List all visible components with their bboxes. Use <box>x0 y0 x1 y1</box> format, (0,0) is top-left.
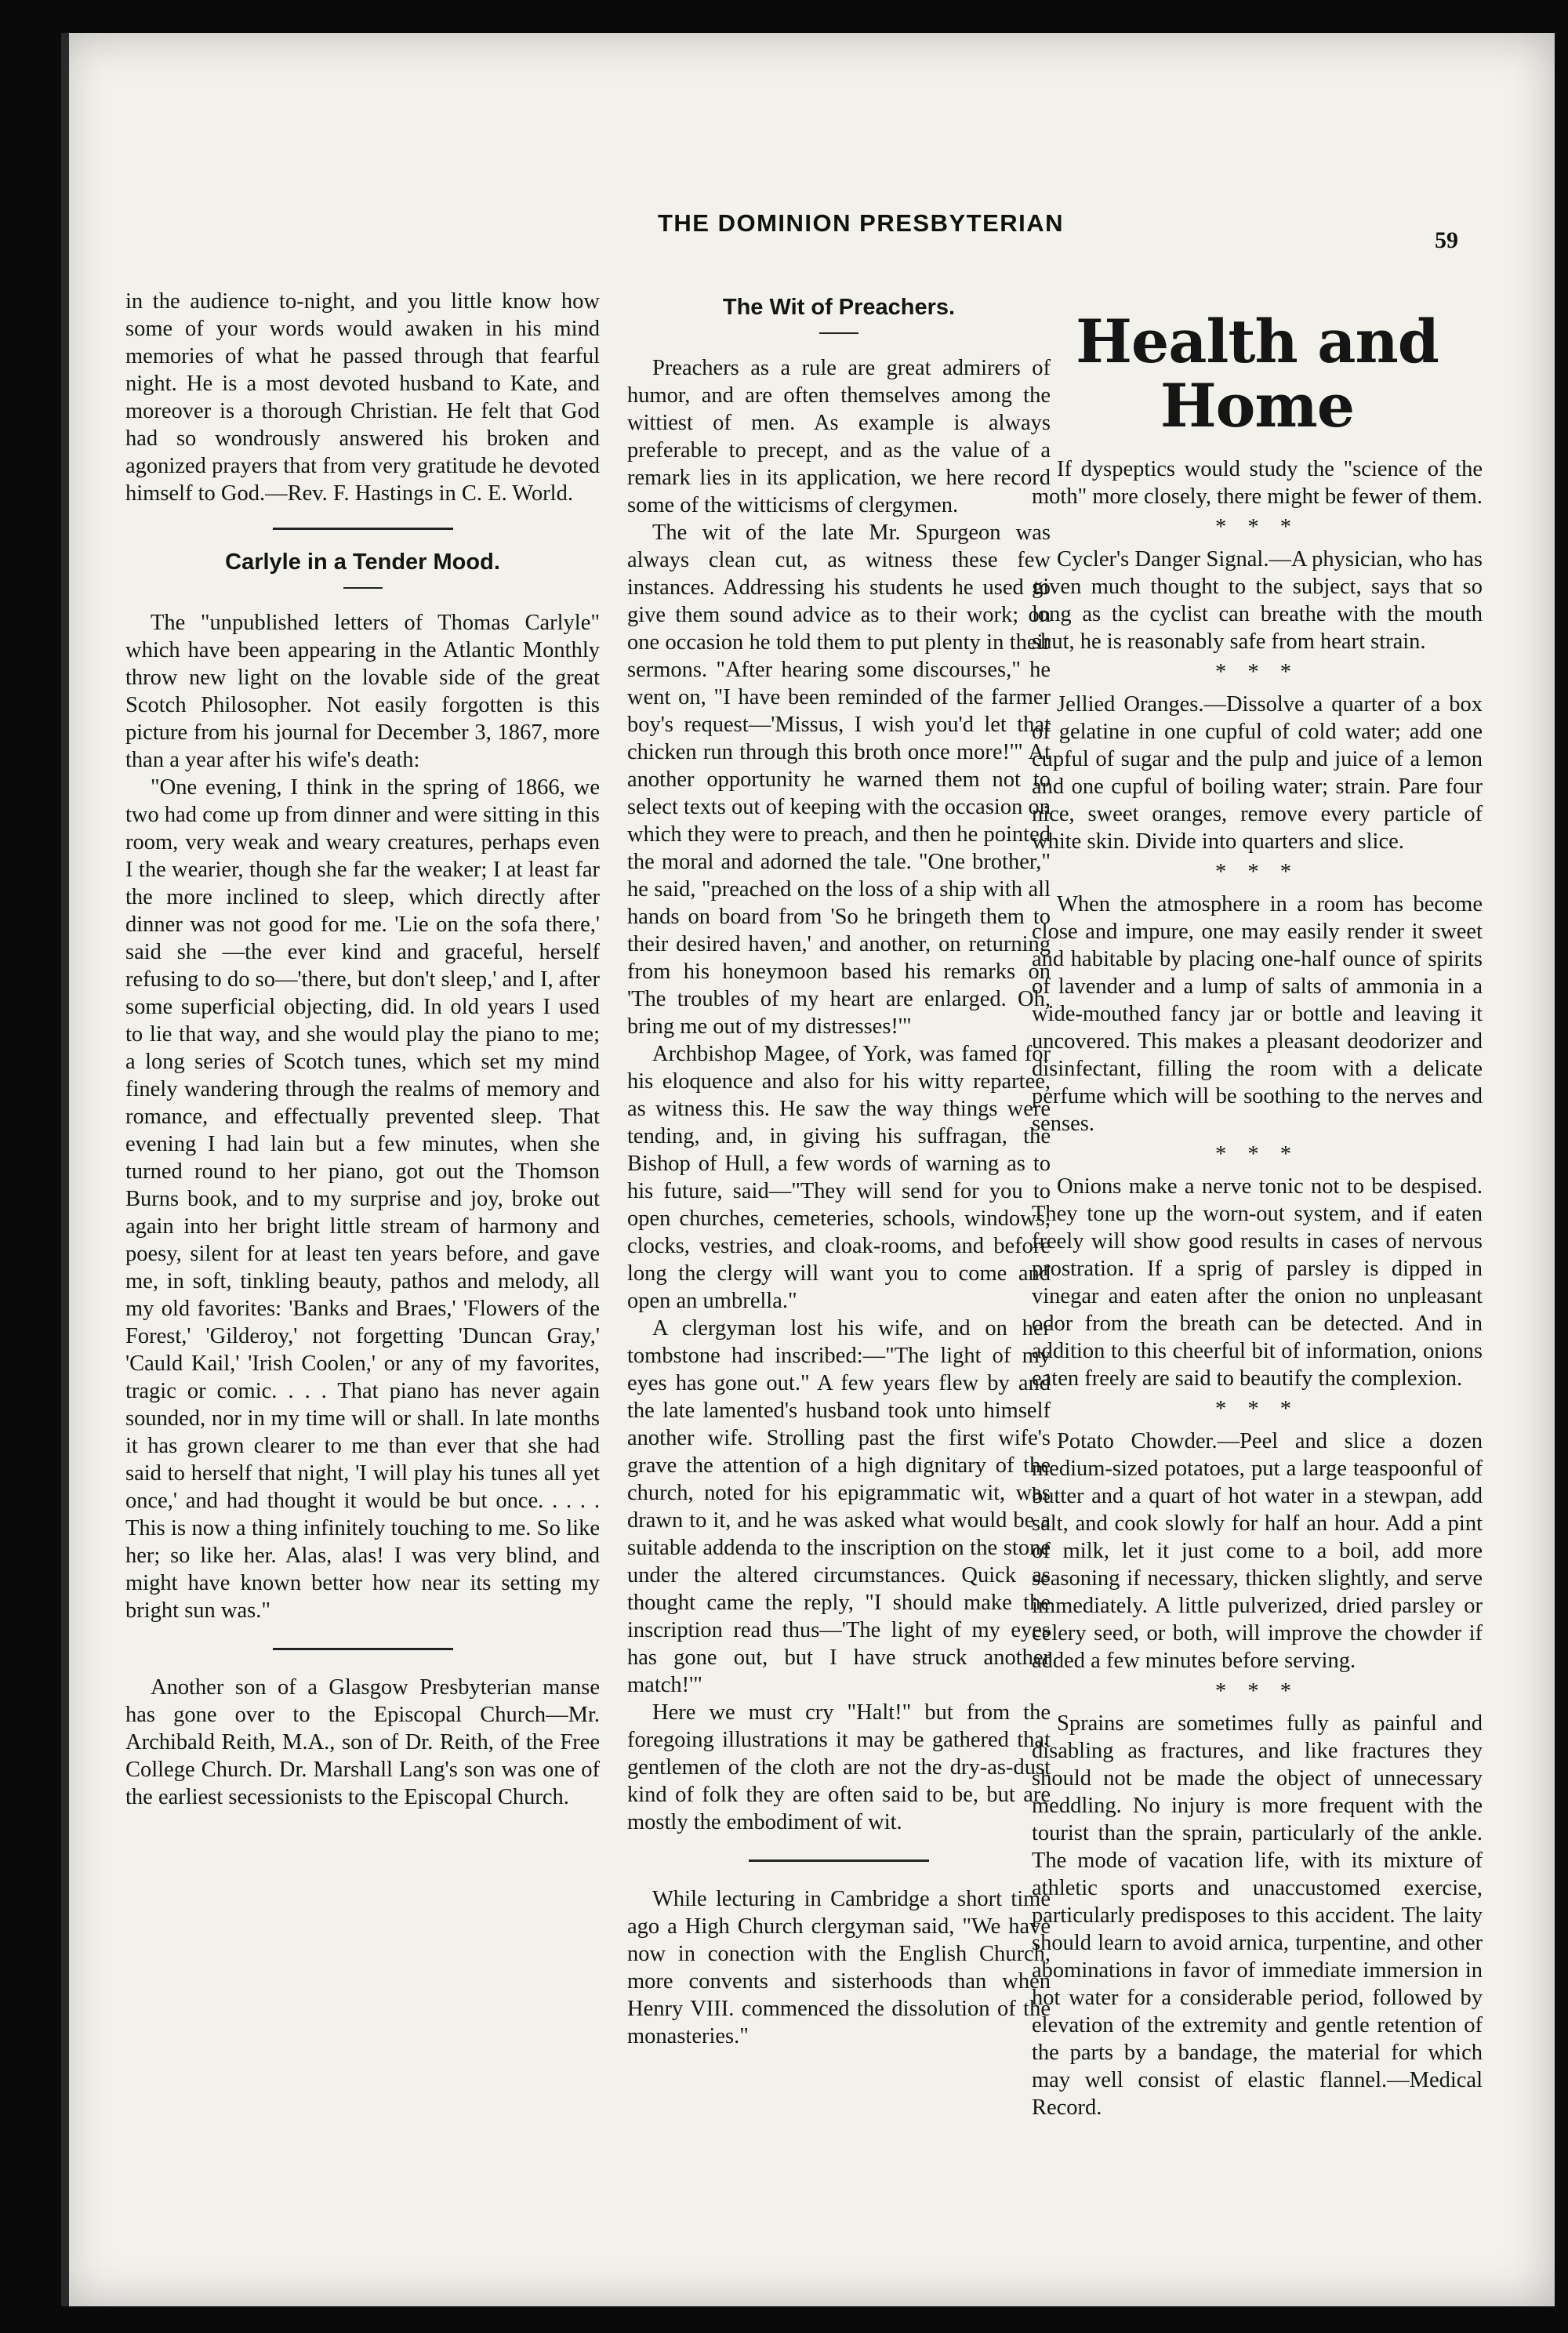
paragraph: Preachers as a rule are great admirers of humor, and are often themselves among the wittiest of men. As example is always preferable to precept, and as the value of a remark lies in its application, we here record some of the witticisms of clergymen. <box>627 356 1051 517</box>
paragraph: If dyspeptics would study the "science of the moth" more closely, there might be fewer of them. <box>1032 457 1483 509</box>
paragraph: "One evening, I think in the spring of 1866, we two had come up from dinner and were sitting in this room, very weak and weary creatures, perhaps even I the wearier, though she far the weaker; I at least far the more inclined to sleep, which directly after dinner was not good for me. 'Lie on the sofa there,' said she —the ever kind and graceful, herself refusing to do so—'there, but don't sleep,' and I, after some superficial objecting, did. In old years I used to lie that way, and she would play the piano to me; a long series of Scotch tunes, which set my mind finely wandering through the realms of memory and romance, and effectually prevented sleep. That evening I had lain but a few minutes, when she turned round to her piano, got out the Thomson Burns book, and to my surprise and joy, broke out again into her bright little stream of harmony and poesy, silent for at least ten years before, and gave me, in soft, tinkling beauty, pathos and melody, all my old favorites: 'Banks and Braes,' 'Flowers of the Forest,' 'Gilderoy,' not forgetting 'Duncan Gray,' 'Cauld Kail,' 'Irish Coolen,' or any of my favorites, tragic or comic. . . . That piano has never again sounded, nor in my time will or shall. In late months it has grown clearer to me than ever that she had said to herself that night, 'I will play his tunes all yet once,' and had thought it would be but once. . . . . This is now a thing infinitely touching to me. So like her; so like her. Alas, alas! I was very blind, and might have known better how near its setting my bright sun was." <box>125 775 600 1623</box>
paragraph: A clergyman lost his wife, and on her tombstone had inscribed:—"The light of my eyes has gone out." A few years flew by and the late lamented's husband took unto himself another wife. Strolling past the first wife's grave the attention of a high dignitary of the church, noted for his epigrammatic wit, was drawn to it, and he was asked what would be a suitable addenda to the inscription on the stone under the altered circumstances. Quick as thought came the reply, "I should make the inscription read thus—'The light of my eyes has gone out, but I have struck another match!'" <box>627 1316 1051 1697</box>
paragraph: When the atmosphere in a room has become close and impure, one may easily render it sweet and habitable by placing one-half ounce of spirits of lavender and a lump of salts of ammonia in a wide-mouthed fancy jar or bottle and leaving it uncovered. This makes a pleasant deodorizer and disinfectant, filling the room with a delicate perfume which will be soothing to the nerves and senses. <box>1032 892 1483 1136</box>
divider <box>273 528 453 530</box>
asterism: * * * <box>1215 860 1299 884</box>
column-left <box>125 288 600 1811</box>
paragraph: Archbishop Magee, of York, was famed for his eloquence and also for his witty repartee, as witness this. He saw the way things were tending, and, in giving his suffragan, the Bishop of Hull, a few words of warning as to his future, said—"They will send for you to open churches, cemeteries, schools, windows, clocks, vestries, and cloak-rooms, and before long the clergy will want you to come and open an umbrella." <box>627 1042 1051 1313</box>
paragraph: Cycler's Danger Signal.—A physician, who has given much thought to the subject, says that so long as the cyclist can breathe with the mouth shut, he is reasonably safe from heart strain. <box>1032 547 1483 654</box>
column-middle <box>627 288 1051 2050</box>
divider <box>343 587 383 589</box>
page-number: 59 <box>1435 227 1458 253</box>
asterism: * * * <box>1215 515 1299 539</box>
asterism: * * * <box>1215 660 1299 684</box>
section-heading: Carlyle in a Tender Mood. <box>225 550 500 575</box>
paragraph: Onions make a nerve tonic not to be despised. They tone up the worn-out system, and if eaten freely will show good results in cases of nervous prostration. If a sprig of parsley is dipped in vinegar and eaten after the onion no unpleasant odor from the breath can be detected. And in addition to this cheerful bit of information, onions eaten freely are said to beautify the complexion. <box>1032 1174 1483 1391</box>
asterism: * * * <box>1215 1397 1299 1421</box>
paragraph: Here we must cry "Halt!" but from the foregoing illustrations it may be gathered that gentlemen of the cloth are not the dry-as-dust kind of folk they are often said to be, but are mostly the embodiment of wit. <box>627 1700 1051 1834</box>
paragraph: Jellied Oranges.—Dissolve a quarter of a box of gelatine in one cupful of cold water; add one cupful of sugar and the pulp and juice of a lemon and one cupful of boiling water; strain. Pare four nice, sweet oranges, remove every particle of white skin. Divide into quarters and slice. <box>1032 692 1483 854</box>
section-masthead: Health and Home <box>1076 307 1439 441</box>
column-right <box>1032 288 1483 2121</box>
paragraph: in the audience to-night, and you little know how some of your words would awaken in his mind memories of what he passed through that fearful night. He is a most devoted husband to Kate, and moreover is a thorough Christian. He felt that God had so wondrously answered his broken and agonized prayers that from very gratitude he devoted himself to God.—Rev. F. Hastings in C. E. World. <box>125 289 600 506</box>
paragraph: The "unpublished letters of Thomas Carlyle" which have been appearing in the Atlantic Monthly throw new light on the lovable side of the great Scotch Philosopher. Not easily forgotten is this picture from his journal for December 3, 1867, more than a year after his wife's death: <box>125 611 600 772</box>
asterism: * * * <box>1215 1142 1299 1166</box>
running-title: THE DOMINION PRESBYTERIAN <box>657 209 1065 237</box>
paragraph: While lecturing in Cambridge a short time ago a High Church clergyman said, "We have now in conection with the English Church, more convents and sisterhoods than when Henry VIII. commenced the dissolution of the monasteries." <box>627 1887 1051 2048</box>
divider <box>273 1648 453 1650</box>
divider <box>749 1860 929 1862</box>
paragraph: Potato Chowder.—Peel and slice a dozen medium-sized potatoes, put a large teaspoonful of butter and a quart of hot water in a stewpan, add salt, and cook slowly for half an hour. Add a pint of milk, let it just come to a boil, add more seasoning if necessary, thicken slightly, and serve immediately. A little pulverized, dried parsley or celery seed, or both, will improve the chowder if added a few minutes before serving. <box>1032 1429 1483 1673</box>
newspaper-page <box>61 33 1555 2306</box>
paragraph: Another son of a Glasgow Presbyterian manse has gone over to the Episcopal Church—Mr. Archibald Reith, M.A., son of Dr. Reith, of the Free College Church. Dr. Marshall Lang's son was one of the earliest secessionists to the Episcopal Church. <box>125 1675 600 1809</box>
paragraph: Sprains are sometimes fully as painful and disabling as fractures, and like fractures they should not be made the object of unnecessary meddling. No injury is more frequent with the tourist than the sprain, particularly of the ankle. The mode of vacation life, with its mixture of athletic sports and unaccustomed exercise, particularly predisposes to this accident. The laity should learn to avoid arnica, turpentine, and other abominations in favor of immediate immersion in hot water for a considerable period, followed by elevation of the extremity and gentle retention of the parts by a bandage, the material for which may well consist of elastic flannel.—Medical Record. <box>1032 1711 1483 2120</box>
paragraph: The wit of the late Mr. Spurgeon was always clean cut, as witness these few instances. Addressing his students he used to give them sound advice as to their work; on one occasion he told them to put plenty in their sermons. "After hearing some discourses," he went on, "I have been reminded of the farmer boy's request—'Missus, I wish you'd let that chicken run through this broth once more!'" At another opportunity he warned them not to select texts out of keeping with the occasion on which they were to preach, and then he pointed the moral and adorned the tale. "One brother," he said, "preached on the loss of a ship with all hands on board from 'So he bringeth them to their desired haven,' and another, on returning from his honeymoon based his remarks on 'The troubles of my heart are enlarged. Oh, bring me out of my distresses!'" <box>627 521 1051 1039</box>
divider <box>819 332 858 334</box>
section-heading: The Wit of Preachers. <box>722 295 956 320</box>
asterism: * * * <box>1215 1679 1299 1703</box>
